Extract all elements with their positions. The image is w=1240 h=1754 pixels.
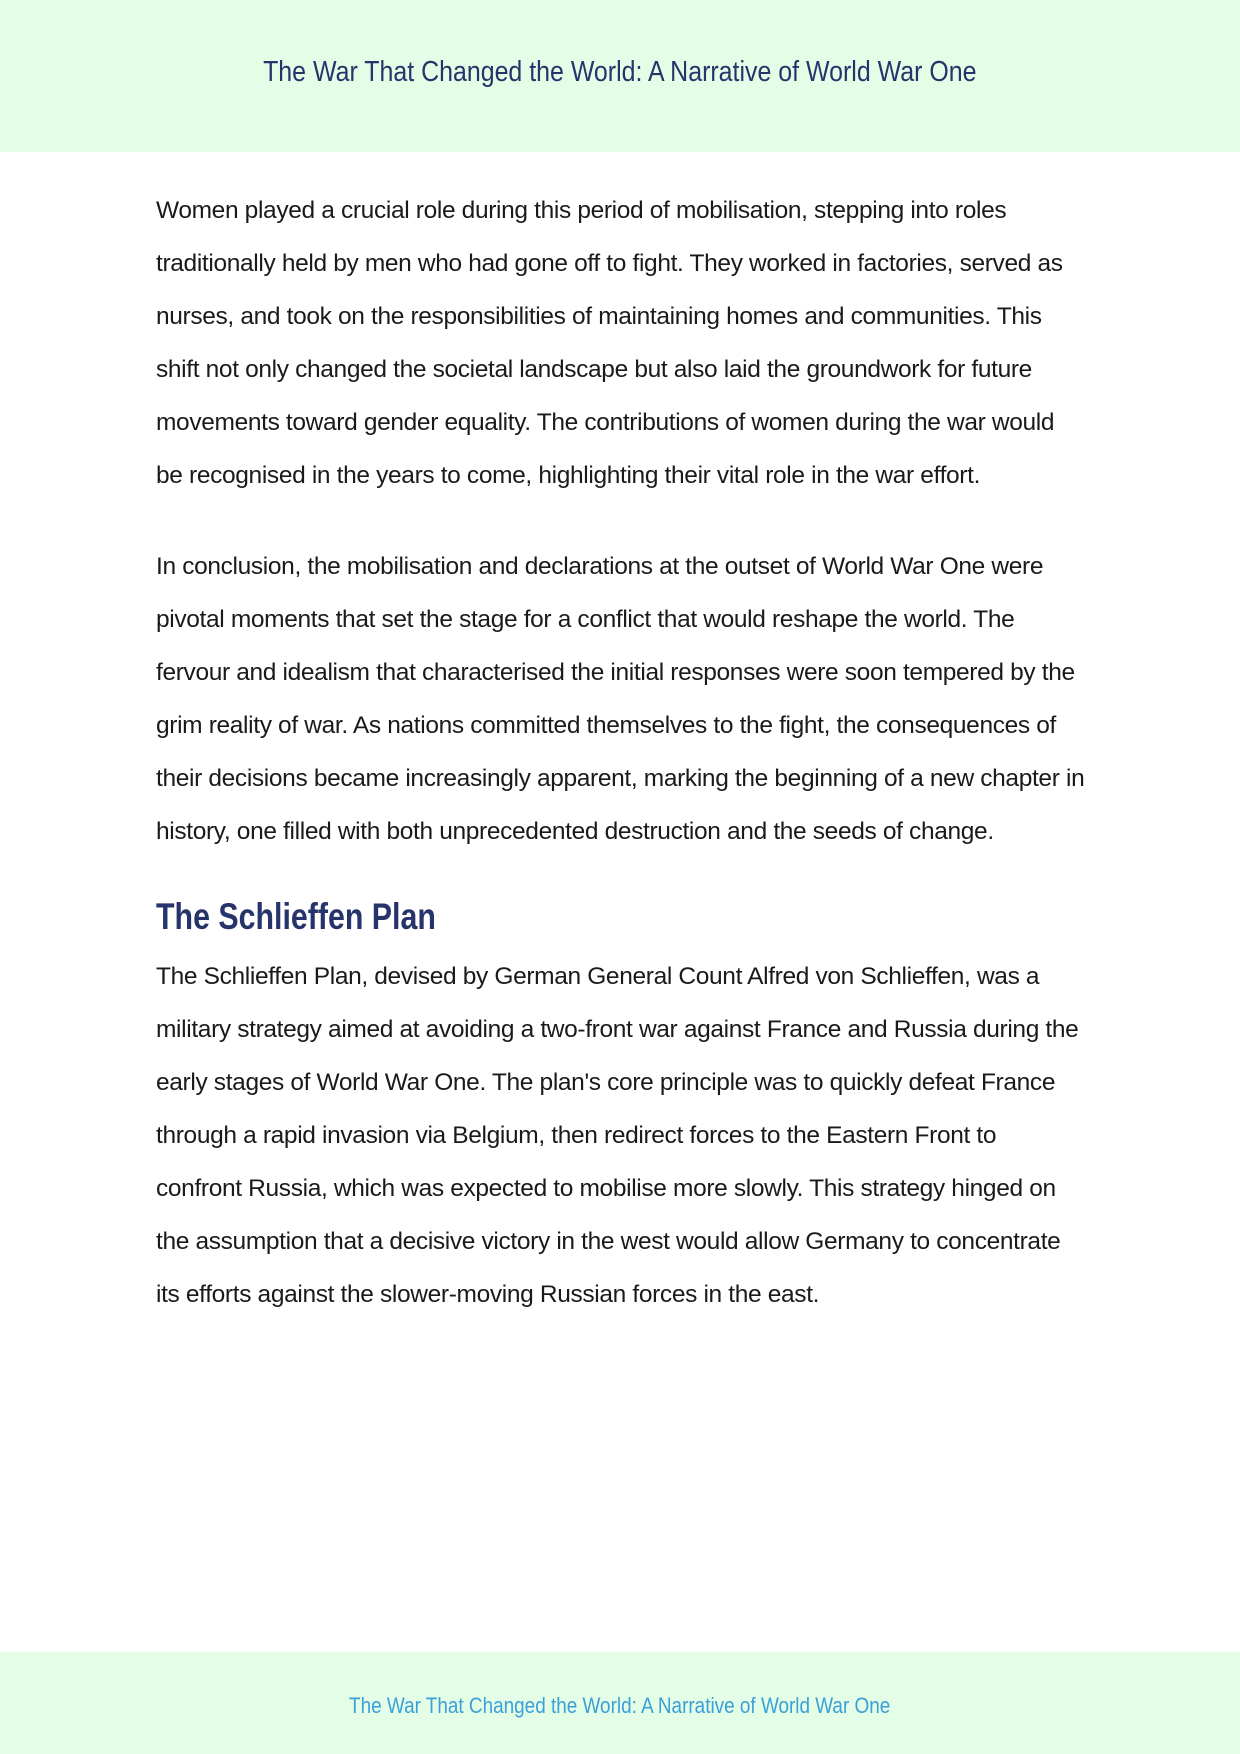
paragraph-women-role: Women played a crucial role during this period of mobilisation, stepping into roles traditionally held by men who had gone off to fight. They worked in factories, served as nurses, and took on the responsibilities of maintaining homes and communities. This shift not only changed the societal landscape but also laid the groundwork for future movements toward gender equality. The contributions of women during the war would be recognised in the years to come, highlighting their vital role in the war effort.: [156, 197, 1063, 489]
document-body: [156, 184, 1086, 1321]
page-footer: [0, 1652, 1240, 1754]
paragraph-conclusion: In conclusion, the mobilisation and declarations at the outset of World War One were pivotal moments that set the stage for a conflict that would reshape the world. The fervour and idealism that characterised the initial responses were soon tempered by the grim reality of war. As nations committed themselves to the fight, the consequences of their decisions became increasingly apparent, marking the beginning of a new chapter in history, one filled with both unprecedented destruction and the seeds of change.: [156, 553, 1085, 845]
footer-title: The War That Changed the World: A Narrative of World War One: [349, 1693, 891, 1718]
section-heading-schlieffen-plan: The Schlieffen Plan: [156, 896, 436, 937]
page-header: [0, 0, 1240, 152]
page-title: The War That Changed the World: A Narrative of World War One: [263, 55, 977, 88]
paragraph-schlieffen-plan: The Schlieffen Plan, devised by German General Count Alfred von Schlieffen, was a military strategy aimed at avoiding a two-front war against France and Russia during the early stages of World War One. The plan's core principle was to quickly defeat France through a rapid invasion via Belgium, then redirect forces to the Eastern Front to confront Russia, which was expected to mobilise more slowly. This strategy hinged on the assumption that a decisive victory in the west would allow Germany to concentrate its efforts against the slower-moving Russian forces in the east.: [156, 963, 1079, 1308]
